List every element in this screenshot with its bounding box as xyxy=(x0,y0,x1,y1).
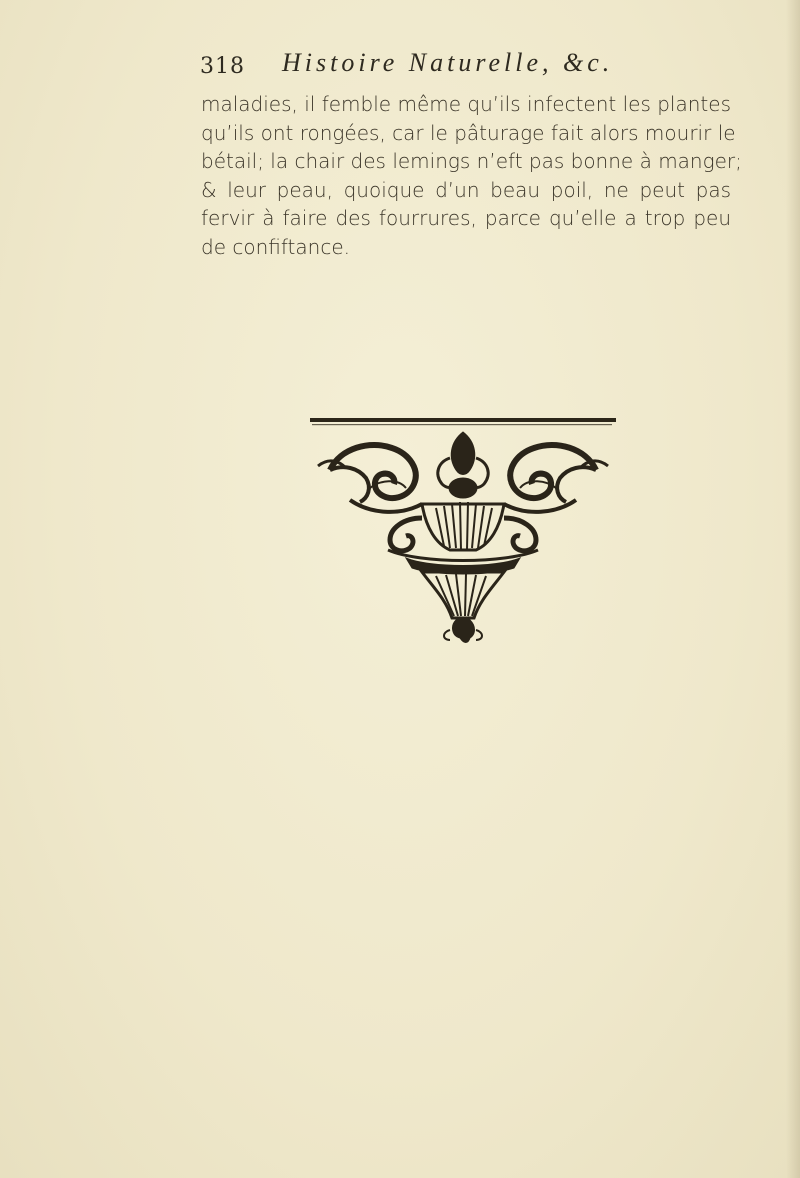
page-number: 318 xyxy=(200,54,245,79)
text-line: maladies, il femble même qu’ils infectent les plantes xyxy=(201,92,731,116)
text-line: qu’ils ont rongées, car le pâturage fait alors mourir le xyxy=(201,120,736,145)
cul-de-lampe-ornament-icon xyxy=(310,418,616,648)
text-line: fervir à faire des fourrures, parce qu’elle a trop peu xyxy=(201,206,731,231)
text-line: & leur peau, quoique d’un beau poil, ne peut pas xyxy=(201,177,731,202)
text-line: de confiftance. xyxy=(201,234,350,259)
page-header xyxy=(200,48,700,88)
running-head: Histoire Naturelle, &c. xyxy=(282,48,614,77)
body-paragraph xyxy=(201,90,742,262)
page-edge-shadow xyxy=(786,0,800,1178)
text-line: bétail; la chair des lemings n’eft pas bonne à manger; xyxy=(201,149,742,174)
